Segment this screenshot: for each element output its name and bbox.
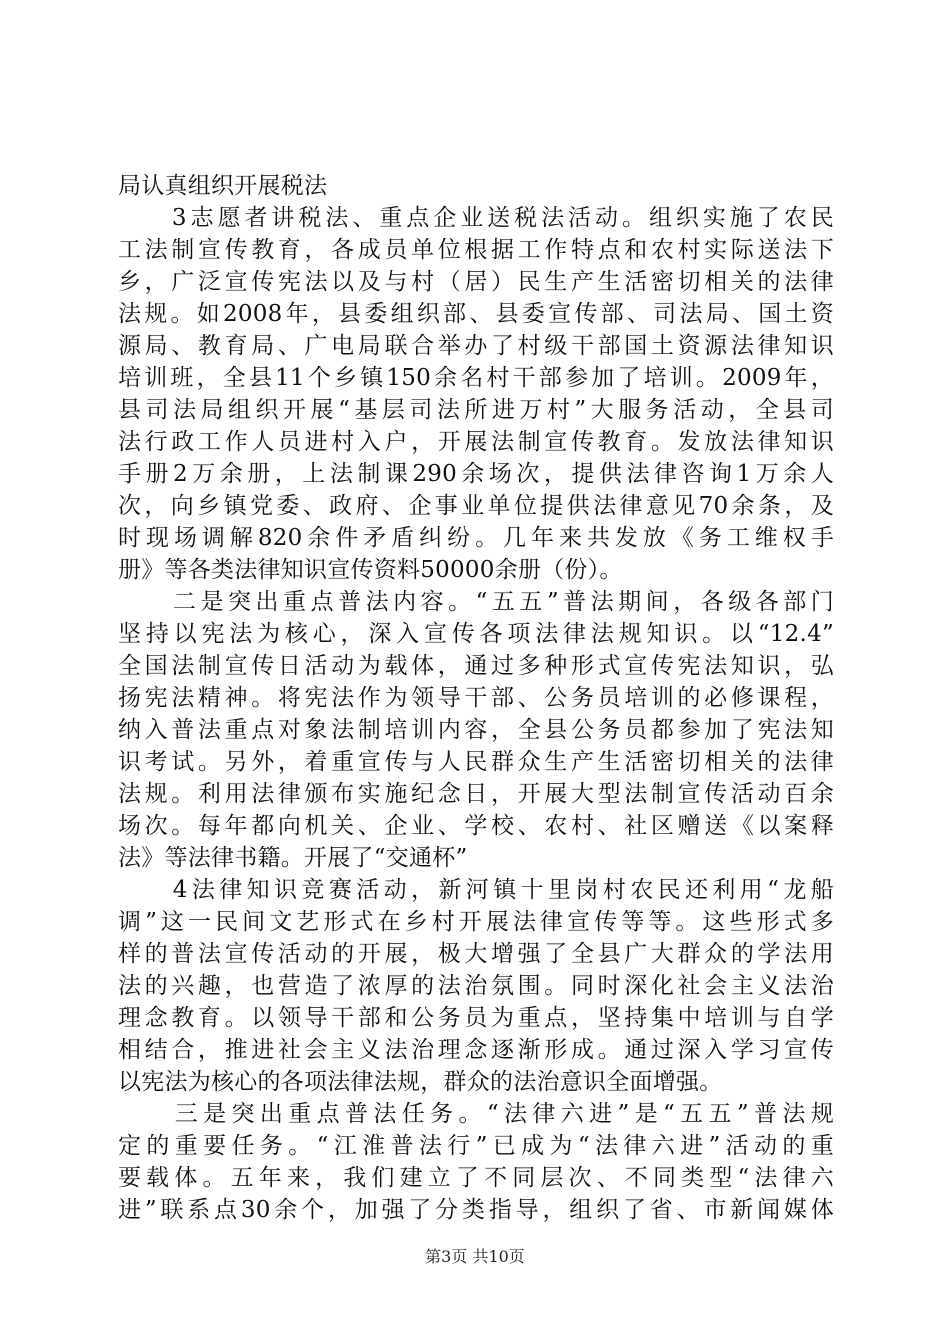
text-line: 定的重要任务。“江淮普法行”已成为“法律六进”活动的重 [118,1133,834,1159]
text-line: 工法制宣传教育，各成员单位根据工作特点和农村实际送法下 [118,237,834,263]
text-line: 乡，广泛宣传宪法以及与村（居）民生产生活密切相关的法律 [118,269,834,295]
text-line: 扬宪法精神。将宪法作为领导干部、公务员培训的必修课程， [118,685,834,711]
text-line: 县司法局组织开展“基层司法所进万村”大服务活动，全县司 [118,397,834,423]
text-line: 样的普法宣传活动的开展，极大增强了全县广大群众的学法用 [118,941,834,967]
text-line: 识考试。另外，着重宣传与人民群众生产生活密切相关的法律 [118,749,834,775]
text-line: 以宪法为核心的各项法律法规，群众的法治意识全面增强。 [118,1069,723,1095]
text-line: 3志愿者讲税法、重点企业送税法活动。组织实施了农民 [118,205,834,231]
text-line: 局认真组织开展税法 [118,173,328,199]
text-line: 手册2万余册，上法制课290余场次，提供法律咨询1万余人 [118,461,834,487]
text-line: 法的兴趣，也营造了浓厚的法治氛围。同时深化社会主义法治 [118,973,834,999]
text-line: 理念教育。以领导干部和公务员为重点，坚持集中培训与自学 [118,1005,834,1031]
text-line: 法规。利用法律颁布实施纪念日，开展大型法制宣传活动百余 [118,781,834,807]
text-line: 调”这一民间文艺形式在乡村开展法律宣传等等。这些形式多 [118,909,834,935]
text-line: 坚持以宪法为核心，深入宣传各项法律法规知识。以“12.4” [118,621,834,647]
text-line: 源局、教育局、广电局联合举办了村级干部国土资源法律知识 [118,333,834,359]
text-line: 法行政工作人员进村入户，开展法制宣传教育。发放法律知识 [118,429,834,455]
text-line: 时现场调解820余件矛盾纠纷。几年来共发放《务工维权手 [118,525,834,551]
text-line: 进”联系点30余个，加强了分类指导，组织了省、市新闻媒体 [118,1197,834,1223]
text-line: 三是突出重点普法任务。“法律六进”是“五五”普法规 [118,1101,834,1127]
text-line: 4法律知识竞赛活动，新河镇十里岗村农民还利用“龙船 [118,877,834,903]
text-line: 册》等各类法律知识宣传资料50000余册（份）。 [118,557,623,583]
text-line: 法规。如2008年，县委组织部、县委宣传部、司法局、国土资 [118,301,834,327]
text-line: 二是突出重点普法内容。“五五”普法期间，各级各部门 [118,589,834,615]
text-line: 法》等法律书籍。开展了“交通杯” [118,845,468,871]
text-line: 要载体。五年来，我们建立了不同层次、不同类型“法律六 [118,1165,834,1191]
text-line: 相结合，推进社会主义法治理念逐渐形成。通过深入学习宣传 [118,1037,834,1063]
text-line: 次，向乡镇党委、政府、企事业单位提供法律意见70余条，及 [118,493,834,519]
page-footer: 第3页 共10页 [425,1247,525,1266]
body-text [118,170,834,1226]
text-line: 纳入普法重点对象法制培训内容，全县公务员都参加了宪法知 [118,717,834,743]
text-line: 全国法制宣传日活动为载体，通过多种形式宣传宪法知识，弘 [118,653,834,679]
text-line: 培训班，全县11个乡镇150余名村干部参加了培训。2009年， [118,365,834,391]
text-line: 场次。每年都向机关、企业、学校、农村、社区赠送《以案释 [118,813,834,839]
